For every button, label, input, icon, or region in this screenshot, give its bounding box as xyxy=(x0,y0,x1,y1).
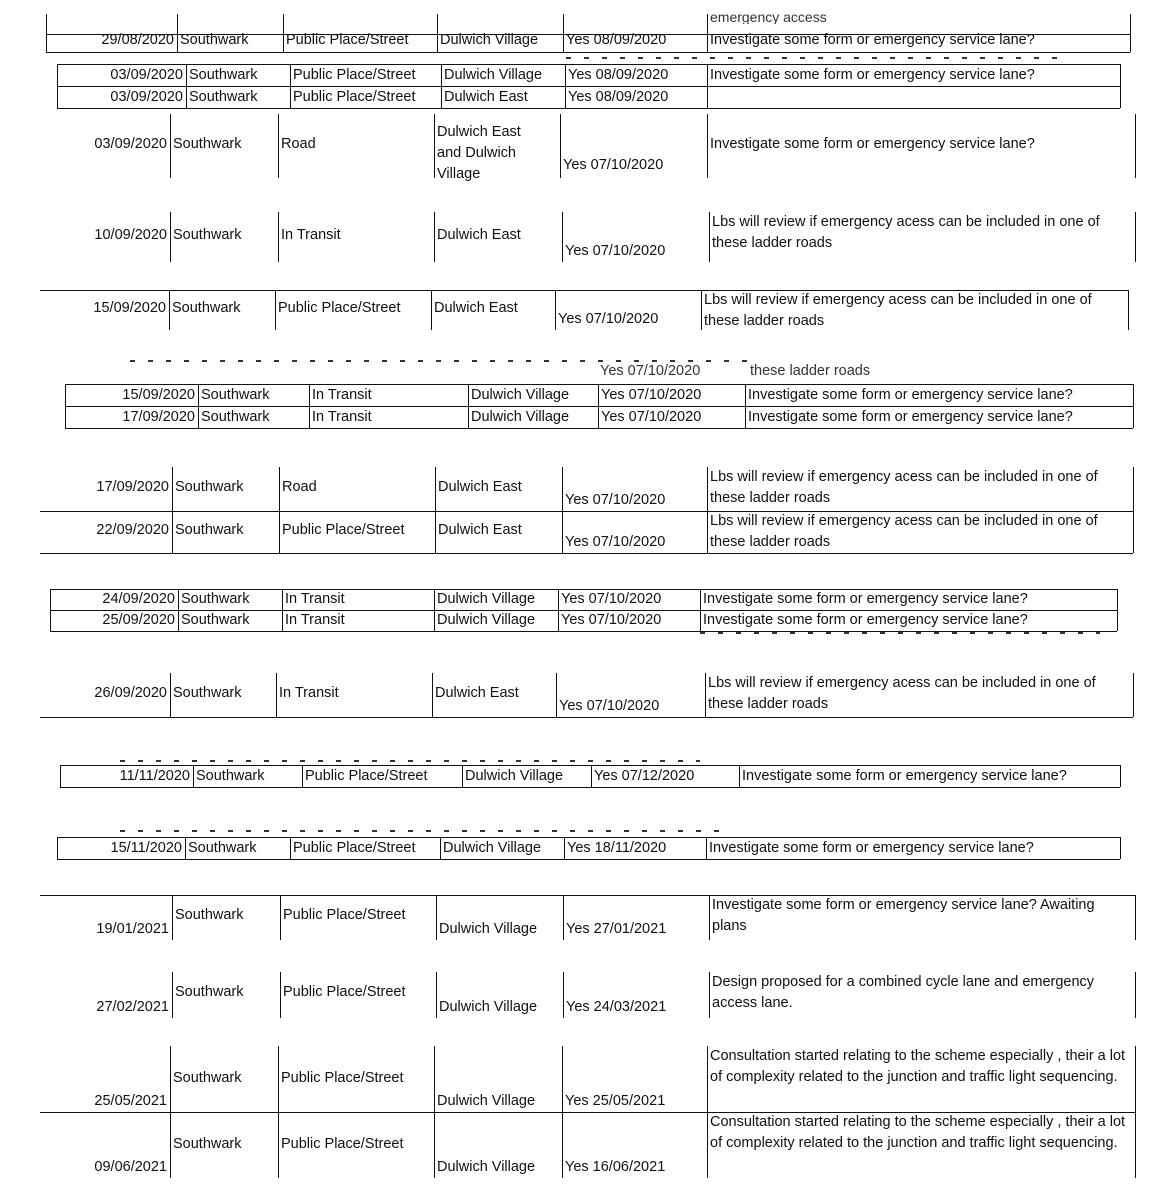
date-cell: 25/05/2021 xyxy=(94,1093,167,1109)
table-row xyxy=(60,765,1120,787)
notes-cell: Consultation started relating to the scheme especially , their a lot of complexity related to the junction and traffic light sequencing. xyxy=(710,1048,1126,1085)
table-row xyxy=(40,1112,1135,1178)
row-rule xyxy=(60,787,1120,788)
borough-cell: Southwark xyxy=(173,226,242,243)
column-rule xyxy=(1128,290,1129,330)
borough-cell: Southwark xyxy=(173,1136,242,1152)
response-cell: Yes 07/10/2020 xyxy=(559,698,660,714)
table-row xyxy=(50,610,1117,631)
notes-cell: Consultation started relating to the scheme especially , their a lot of complexity related to the junction and traffic light sequencing. xyxy=(710,1114,1126,1151)
column-rule xyxy=(1120,64,1121,86)
column-rule xyxy=(1130,14,1131,52)
table-row xyxy=(65,384,1133,406)
borough-cell: Southwark xyxy=(180,32,249,48)
column-rule xyxy=(1135,1112,1136,1178)
column-rule xyxy=(707,86,708,108)
area-cell: Dulwich East xyxy=(438,478,522,495)
table-row xyxy=(57,837,1120,859)
response-cell: Yes 16/06/2021 xyxy=(565,1159,666,1175)
area-cell: Dulwich Village xyxy=(471,408,570,425)
response-cell: Yes 07/10/2020 xyxy=(565,492,666,508)
response-cell: Yes 27/01/2021 xyxy=(566,921,667,937)
response-cell: Yes 07/10/2020 xyxy=(601,386,702,403)
location-cell: In Transit xyxy=(281,226,341,243)
row-rule xyxy=(46,52,1130,53)
notes-cell: Lbs will review if emergency acess can be included in one of these ladder roads xyxy=(710,513,1098,550)
notes-cell: Investigate some form or emergency service lane? xyxy=(748,386,1073,403)
row-rule xyxy=(57,108,1120,109)
date-cell: 22/09/2020 xyxy=(96,521,169,538)
area-cell: Dulwich East xyxy=(438,521,522,538)
location-cell: In Transit xyxy=(285,612,345,628)
area-cell: Dulwich Village xyxy=(471,386,570,403)
area-cell: Dulwich Village xyxy=(440,32,539,48)
cropped-response-fragment: Yes 07/10/2020 xyxy=(600,364,701,378)
cropped-note-fragment: emergency access xyxy=(710,10,827,24)
date-cell: 03/09/2020 xyxy=(110,66,183,83)
notes-cell: Lbs will review if emergency acess can be included in one of these ladder roads xyxy=(710,469,1098,506)
response-cell: Yes 25/05/2021 xyxy=(565,1093,666,1109)
notes-cell: Investigate some form or emergency service lane? xyxy=(703,612,1028,628)
table-row xyxy=(40,972,1135,1018)
date-cell: 25/09/2020 xyxy=(102,612,175,628)
location-cell: Road xyxy=(282,478,317,495)
row-rule xyxy=(65,428,1133,429)
location-cell: Public Place/Street xyxy=(282,521,405,538)
column-rule xyxy=(1133,406,1134,428)
location-cell: Public Place/Street xyxy=(293,66,416,83)
area-cell: Dulwich Village xyxy=(437,1159,536,1175)
notes-cell: Investigate some form or emergency service lane? Awaiting plans xyxy=(712,897,1095,934)
date-cell: 10/09/2020 xyxy=(94,226,167,243)
location-cell: In Transit xyxy=(312,408,372,425)
date-cell: 11/11/2020 xyxy=(119,767,190,784)
column-rule xyxy=(1133,511,1134,553)
date-cell: 17/09/2020 xyxy=(122,408,195,425)
notes-cell: Investigate some form or emergency service lane? xyxy=(742,767,1067,784)
area-cell: Dulwich Village xyxy=(437,612,536,628)
response-cell: Yes 07/10/2020 xyxy=(601,408,702,425)
row-rule xyxy=(57,859,1120,860)
notes-cell: Investigate some form or emergency service lane? xyxy=(710,32,1035,48)
location-cell: Road xyxy=(281,135,316,152)
date-cell: 24/09/2020 xyxy=(102,591,175,607)
cropped-notes-fragment: these ladder roads xyxy=(750,364,871,378)
notes-cell: Lbs will review if emergency acess can be included in one of these ladder roads xyxy=(704,292,1092,329)
notes-cell: Investigate some form or emergency service lane? xyxy=(710,135,1035,152)
date-cell: 15/11/2020 xyxy=(110,839,182,856)
row-rule xyxy=(40,717,1133,718)
borough-cell: Southwark xyxy=(173,1070,242,1086)
table-row xyxy=(40,290,1128,330)
area-cell: Dulwich East xyxy=(435,684,519,701)
location-cell: Public Place/Street xyxy=(283,984,406,1000)
date-cell: 15/09/2020 xyxy=(93,299,166,316)
date-cell: 29/08/2020 xyxy=(101,32,174,48)
location-cell: Public Place/Street xyxy=(305,767,428,784)
table-row xyxy=(40,1046,1135,1112)
response-cell: Yes 24/03/2021 xyxy=(566,999,667,1015)
column-rule xyxy=(1120,837,1121,859)
response-cell: Yes 07/10/2020 xyxy=(565,243,666,259)
location-cell: In Transit xyxy=(279,684,339,701)
notes-cell: Lbs will review if emergency acess can be included in one of these ladder roads xyxy=(712,214,1100,251)
response-cell: Yes 08/09/2020 xyxy=(566,32,667,48)
cropped-row-remnant xyxy=(566,57,1066,59)
borough-cell: Southwark xyxy=(173,135,242,152)
table-row xyxy=(57,86,1120,108)
borough-cell: Southwark xyxy=(175,984,244,1000)
borough-cell: Southwark xyxy=(175,907,244,923)
row-rule xyxy=(40,553,1133,554)
area-cell: Dulwich Village xyxy=(437,591,536,607)
notes-cell: Investigate some form or emergency service lane? xyxy=(703,591,1028,607)
column-rule xyxy=(1120,86,1121,108)
table-row xyxy=(40,511,1133,553)
response-cell: Yes 07/10/2020 xyxy=(558,311,659,327)
cropped-row-remnant xyxy=(130,360,750,362)
table-row xyxy=(50,589,1117,610)
location-cell: Public Place/Street xyxy=(293,839,416,856)
column-rule xyxy=(1117,589,1118,610)
location-cell: Public Place/Street xyxy=(293,88,416,105)
borough-cell: Southwark xyxy=(172,299,241,316)
borough-cell: Southwark xyxy=(181,612,250,628)
response-cell: Yes 07/10/2020 xyxy=(565,534,666,550)
table-row xyxy=(40,212,1135,262)
cropped-row-remnant xyxy=(120,830,720,832)
table-row xyxy=(57,64,1120,86)
column-rule xyxy=(1133,673,1134,717)
borough-cell: Southwark xyxy=(201,408,270,425)
table-row xyxy=(40,673,1133,717)
borough-cell: Southwark xyxy=(201,386,270,403)
table-row xyxy=(40,114,1135,182)
location-cell: Public Place/Street xyxy=(283,907,406,923)
area-cell: Dulwich Village xyxy=(439,921,538,937)
response-cell: Yes 07/10/2020 xyxy=(563,157,664,173)
notes-cell: Investigate some form or emergency service lane? xyxy=(710,66,1035,83)
date-cell: 03/09/2020 xyxy=(110,88,183,105)
column-rule xyxy=(1117,610,1118,631)
location-cell: Public Place/Street xyxy=(278,299,401,316)
table-row xyxy=(40,895,1135,940)
date-cell: 09/06/2021 xyxy=(94,1159,167,1175)
area-cell: Dulwich Village xyxy=(443,839,542,856)
location-cell: Public Place/Street xyxy=(286,32,409,48)
borough-cell: Southwark xyxy=(188,839,257,856)
column-rule xyxy=(1135,212,1136,262)
date-cell: 27/02/2021 xyxy=(96,999,169,1015)
area-cell: Dulwich East and Dulwich Village xyxy=(437,124,521,182)
borough-cell: Southwark xyxy=(189,66,258,83)
table-row xyxy=(40,467,1133,511)
column-rule xyxy=(1135,1046,1136,1112)
location-cell: Public Place/Street xyxy=(281,1136,404,1152)
column-rule xyxy=(1135,895,1136,940)
date-cell: 03/09/2020 xyxy=(94,135,167,152)
column-rule xyxy=(1133,384,1134,406)
notes-cell: Investigate some form or emergency service lane? xyxy=(709,839,1034,856)
borough-cell: Southwark xyxy=(196,767,265,784)
area-cell: Dulwich Village xyxy=(444,66,543,83)
cropped-row-remnant xyxy=(700,632,1100,634)
area-cell: Dulwich Village xyxy=(439,999,538,1015)
notes-cell: Design proposed for a combined cycle lane and emergency access lane. xyxy=(712,974,1095,1011)
response-cell: Yes 07/12/2020 xyxy=(594,767,695,784)
response-cell: Yes 07/10/2020 xyxy=(561,591,662,607)
response-cell: Yes 07/10/2020 xyxy=(561,612,662,628)
response-cell: Yes 18/11/2020 xyxy=(567,839,667,856)
notes-cell: Lbs will review if emergency acess can be included in one of these ladder roads xyxy=(708,675,1096,712)
location-cell: In Transit xyxy=(285,591,345,607)
column-rule xyxy=(1135,972,1136,1018)
column-rule xyxy=(1120,765,1121,787)
borough-cell: Southwark xyxy=(173,684,242,701)
notes-cell: Investigate some form or emergency service lane? xyxy=(748,408,1073,425)
borough-cell: Southwark xyxy=(175,478,244,495)
cropped-row-remnant xyxy=(120,760,700,762)
borough-cell: Southwark xyxy=(175,521,244,538)
response-cell: Yes 08/09/2020 xyxy=(568,88,669,105)
column-rule xyxy=(1135,114,1136,178)
date-cell: 15/09/2020 xyxy=(122,386,195,403)
borough-cell: Southwark xyxy=(181,591,250,607)
borough-cell: Southwark xyxy=(189,88,258,105)
table-row xyxy=(65,406,1133,428)
column-rule xyxy=(1133,467,1134,511)
area-cell: Dulwich East xyxy=(434,299,518,316)
area-cell: Dulwich East xyxy=(437,226,521,243)
date-cell: 26/09/2020 xyxy=(94,684,167,701)
response-cell: Yes 08/09/2020 xyxy=(568,66,669,83)
area-cell: Dulwich Village xyxy=(437,1093,536,1109)
location-cell: Public Place/Street xyxy=(281,1070,404,1086)
date-cell: 17/09/2020 xyxy=(96,478,169,495)
location-cell: In Transit xyxy=(312,386,372,403)
area-cell: Dulwich East xyxy=(444,88,528,105)
area-cell: Dulwich Village xyxy=(465,767,564,784)
date-cell: 19/01/2021 xyxy=(96,921,169,937)
